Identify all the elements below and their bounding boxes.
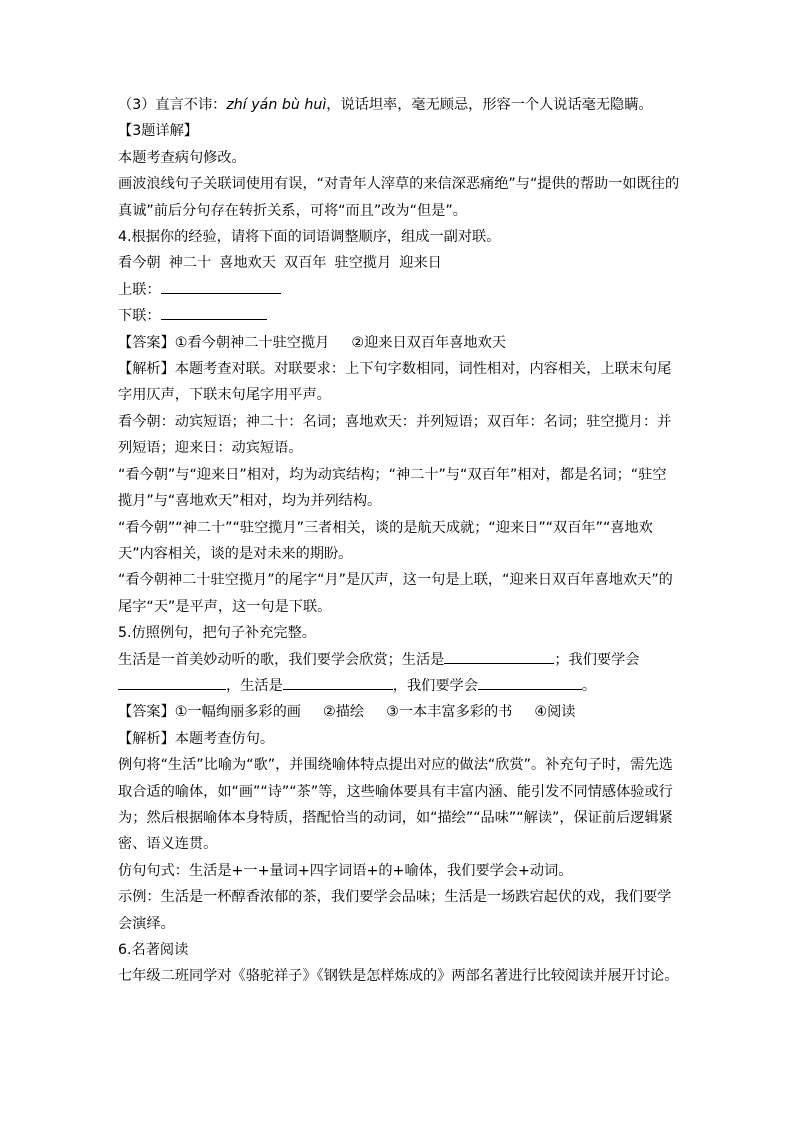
idiom-meaning: ，说话坦率，毫无顾忌，形容一个人说话毫无隐瞒。	[326, 97, 653, 113]
q4-analysis-text: 本题考查对联。对联要求：上下句字数相同，词性相对，内容相关，上联末句尾字用仄声，下联末句尾字用平声。	[118, 361, 672, 404]
q4-answer	[118, 330, 680, 356]
upper-blank[interactable]	[161, 277, 281, 294]
q4-answer-2: ②迎来日双百年喜地欢天	[351, 334, 506, 351]
q5-answer-3: ③一本丰富多彩的书	[386, 704, 513, 721]
q4-para-3: “看今朝”“神二十”“驻空揽月”三者相关，谈的是航天成就；“迎来日”“双百年”“喜地欢天”内容相关，谈的是对未来的期盼。	[118, 519, 653, 562]
document-page	[118, 92, 680, 990]
q5-answer-2: ②描绘	[323, 704, 365, 721]
section-heading-q3: 【3题详解】	[118, 123, 198, 140]
q4-para-2: “看今朝”与“迎来日”相对，均为动宾结构；“神二十”与“双百年”相对，都是名词；“驻空揽月”与“喜地欢天”相对，均为并列结构。	[118, 466, 667, 510]
q5-answer-4: ④阅读	[534, 704, 576, 721]
q4-word: 看今朝	[118, 255, 161, 272]
q4-answer-1: ①看今朝神二十驻空揽月	[174, 334, 330, 351]
q5-blank-3[interactable]	[283, 673, 393, 690]
q4-word: 喜地欢天	[219, 255, 276, 272]
lower-label: 下联：	[118, 308, 161, 325]
answer-tag: 【答案】	[118, 704, 175, 721]
q5-part-1: 生活是一首美妙动听的歌，我们要学会欣赏；生活是	[118, 651, 445, 668]
idiom-pinyin: zhí yán bù huì	[226, 97, 327, 113]
q4-para-1: 看今朝：动宾短语；神二十：名词；喜地欢天：并列短语；双百年：名词；驻空揽月：并列短语；迎来日：动宾短语。	[118, 413, 672, 457]
q3-detail: 画波浪线句子关联词使用有误，“对青年人滓草的来信深恶痛绝”与“提供的帮助一如既往的真诚”前后分句存在转折关系，可将“而且”改为“但是”。	[118, 176, 680, 219]
q4-analysis	[118, 356, 680, 409]
idiom-number: （3）直言不讳：	[118, 97, 227, 113]
q5-part-5: 。	[581, 677, 597, 694]
q5-answer-1: ①一幅绚丽多彩的画	[174, 704, 301, 721]
question-4: 4.根据你的经验，请将下面的词语调整顺序，组成一副对联。	[118, 229, 501, 246]
q5-blank-1[interactable]	[444, 647, 554, 664]
q4-word: 神二十	[168, 255, 212, 272]
q5-part-2: ；我们要学会	[554, 651, 640, 668]
analysis-tag: 【解析】	[118, 730, 175, 747]
q4-upper-line	[118, 277, 680, 303]
lower-blank[interactable]	[161, 303, 267, 320]
answer-tag: 【答案】	[118, 334, 175, 351]
q5-sentence	[118, 647, 680, 700]
q5-analysis-text: 本题考查仿句。	[174, 730, 275, 747]
q5-para-1: 例句将“生活”比喻为“歌”，并围绕喻体特点提出对应的做法“欣赏”。补充句子时，需先选取合适的喻体，如“画”“诗”“茶”等，这些喻体要具有丰富内涵、能引发不同情感体验或行为；然后根据喻体本身特质，搭配恰当的动词，如“描绘”“品味”“解读”，保证前后逻辑紧密、语义连贯。	[118, 757, 673, 853]
q4-word: 驻空揽月	[334, 255, 392, 272]
q4-word: 迎来日	[399, 255, 442, 272]
q4-word-list	[118, 250, 680, 276]
q5-blank-4[interactable]	[478, 673, 582, 690]
q3-topic: 本题考查病句修改。	[118, 149, 246, 166]
q5-para-2: 仿句句式：生活是+一+量词+四字词语+的+喻体，我们要学会+动词。	[118, 862, 573, 879]
q5-blank-2[interactable]	[118, 673, 226, 690]
upper-label: 上联：	[118, 281, 161, 298]
question-5: 5.仿照例句，把句子补充完整。	[118, 625, 316, 642]
q5-para-3: 示例：生活是一杯醇香浓郁的茶，我们要学会品味；生活是一场跌宕起伏的戏，我们要学会演绎。	[118, 889, 672, 932]
q6-para-1: 七年级二班同学对《骆驼祥子》《钢铁是怎样炼成的》两部名著进行比较阅读并展开讨论。	[118, 968, 679, 985]
q5-answer	[118, 699, 680, 725]
q4-word: 双百年	[283, 255, 327, 272]
question-6: 6.名著阅读	[118, 942, 189, 958]
q5-part-3: ，生活是	[226, 677, 283, 694]
analysis-tag: 【解析】	[118, 361, 175, 378]
q5-part-4: ，我们要学会	[392, 677, 478, 694]
q5-analysis	[118, 726, 680, 752]
line-idiom-explanation	[118, 92, 680, 118]
q4-para-4: “看今朝神二十驻空揽月”的尾字“月”是仄声，这一句是上联，“迎来日双百年喜地欢天”的尾字“天”是平声，这一句是下联。	[118, 572, 673, 615]
q4-lower-line	[118, 303, 680, 329]
